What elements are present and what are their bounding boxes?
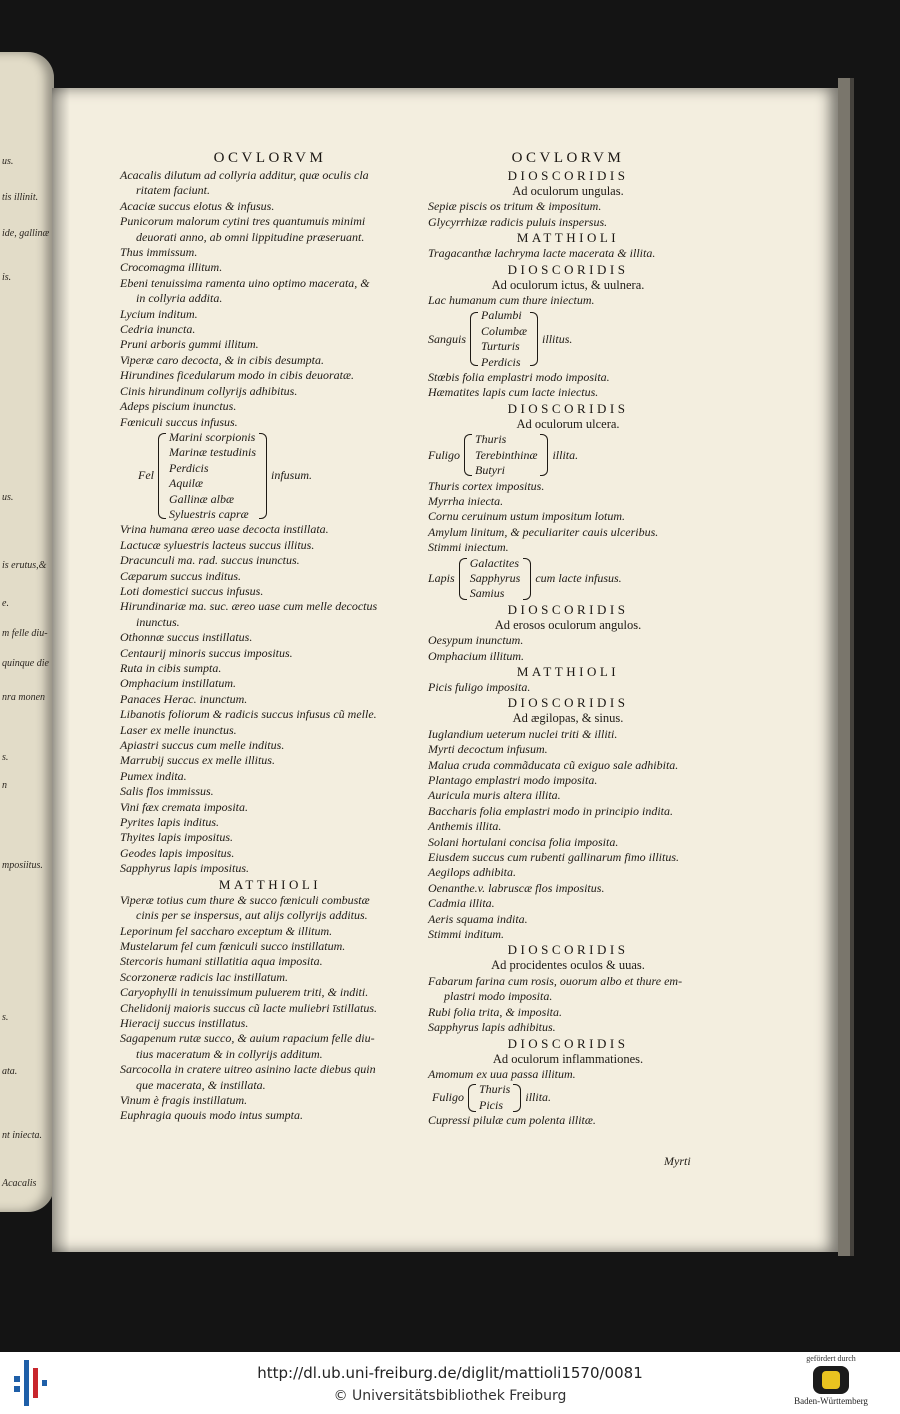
brace-item: Terebinthinæ [475, 447, 538, 462]
entry: Oesypum inunctum. [428, 633, 524, 648]
left-page-edge [0, 52, 54, 1212]
right-brace [513, 1084, 521, 1112]
catchword: Myrti [664, 1154, 691, 1168]
entry: Dracunculi ma. rad. succus inunctus. [120, 553, 300, 568]
entry: Lac humanum cum thure iniectum. [428, 293, 595, 308]
right-brace [530, 312, 538, 366]
left-fragment: nt iniecta. [2, 1130, 42, 1141]
brace-item: Marinæ testudinis [169, 445, 257, 460]
entry: Stimmi iniectum. [428, 540, 509, 555]
entry: Viperæ totius cum thure & succo fœniculi combustæ [120, 892, 370, 907]
left-fragment: Acacalis [2, 1178, 37, 1189]
entry: Scorzoneræ radicis lac instillatum. [120, 969, 288, 984]
brace-suffix: infusum. [271, 468, 313, 483]
entry: Hæmatites lapis cum lacte iniectus. [428, 385, 599, 400]
brace-label: Fuligo [432, 1090, 464, 1105]
viewer-footer [0, 1352, 900, 1414]
brace-item: Galactites [469, 555, 520, 570]
section-author: MATTHIOLI [516, 230, 620, 246]
brace-item: Butyri [475, 463, 505, 478]
section-subtitle: Ad oculorum ulcera. [516, 416, 620, 431]
entry: Geodes lapis impositus. [120, 845, 235, 860]
entry: Myrrha iniecta. [428, 493, 504, 508]
entry: Loti domestici succus infusus. [120, 583, 264, 598]
entry: Plantago emplastri modo imposita. [428, 773, 598, 787]
left-fragment: s. [2, 752, 9, 763]
entry: Crocomagma illitum. [120, 260, 223, 275]
section-author: DIOSCORIDIS [507, 168, 629, 183]
left-fragment: us. [2, 492, 14, 503]
permalink-url[interactable]: http://dl.ub.uni-freiburg.de/diglit/mattioli1570/0081 [257, 1364, 643, 1382]
entry: Sapphyrus lapis adhibitus. [428, 1020, 556, 1035]
brace-item: Thuris [475, 432, 507, 447]
section-subtitle: Ad oculorum inflammationes. [492, 1051, 644, 1066]
entry: Tragacanthæ lachryma lacte macerata & illita. [428, 246, 656, 261]
entry: Sapphyrus lapis impositus. [120, 861, 250, 876]
entry: Hirundines ficedularum modo in cibis deuoratæ. [120, 368, 354, 383]
brace-items [169, 430, 256, 522]
entry: Iuglandium ueterum nuclei triti & illiti. [428, 726, 618, 741]
brace-item: Palumbi [481, 308, 522, 323]
entry: Malua cruda commãducata cũ exiguo sale adhibita. [428, 757, 679, 772]
right-brace [540, 434, 548, 476]
entry: Mustelarum fel cum fœniculi succo instillatum. [120, 938, 346, 953]
entry: Omphacium illitum. [428, 648, 524, 663]
brace-items [470, 556, 521, 602]
left-fragment: ata. [2, 1066, 18, 1077]
brace-item: Samius [469, 586, 505, 601]
brace-items [479, 1082, 510, 1113]
section-subtitle: Ad oculorum ungulas. [512, 184, 624, 198]
entry: Panaces Herac. inunctum. [120, 691, 248, 706]
brace-item: Syluestris capræ [169, 506, 249, 521]
entry: Laser ex melle inunctus. [120, 722, 237, 737]
sponsor-name: Baden-Württemberg [794, 1396, 868, 1406]
sponsor-badge [776, 1354, 886, 1412]
entry: Cinis hirundinum collyrijs adhibitus. [120, 383, 298, 398]
entry: Thus immissum. [120, 245, 198, 260]
column-header: OCVLORVM [511, 150, 625, 166]
entry: Sagapenum rutæ succo, & auium rapacium felle diu- [120, 1031, 375, 1046]
entry: Punicorum malorum cytini tres quantumuis minimi [120, 214, 366, 229]
section-subtitle: Ad oculorum ictus, & uulnera. [491, 277, 645, 292]
entry: Omphacium instillatum. [120, 676, 236, 691]
entry: Sarcocolla in cratere uitreo asinino lacte diebus quin [120, 1062, 376, 1077]
section-subtitle: Ad erosos oculorum angulos. [494, 617, 642, 632]
entry-continuation: inunctus. [136, 614, 180, 629]
entry: Acaciæ succus elotus & infusus. [120, 198, 275, 213]
brace-item: Perdicis [169, 460, 209, 475]
entry: Stœbis folia emplastri modo imposita. [428, 370, 610, 385]
brace-item: Columbæ [481, 323, 528, 338]
entry: Solani hortulani concisa folia imposita. [428, 834, 619, 849]
column-header: OCVLORVM [213, 150, 327, 166]
entry: Caryophylli in tenuissimum puluerem triti, & inditi. [120, 985, 369, 1000]
entry: Picis fuligo imposita. [428, 679, 531, 694]
left-fragment: nra monen [2, 692, 46, 703]
brace-item: Sapphyrus [469, 570, 521, 585]
sanguis-brace-group [428, 308, 708, 370]
brace-label: Fel [138, 468, 154, 483]
entry: Stercoris humani stillatitia aqua imposita. [120, 954, 323, 969]
entry: Auricula muris altera illita. [428, 788, 561, 803]
entry-continuation: cinis per se inspersus, aut alijs collyrijs additus. [136, 908, 368, 923]
brace-suffix: illitus. [542, 331, 573, 346]
sponsor-caption: gefördert durch [806, 1354, 856, 1363]
brace-suffix: illita. [525, 1090, 552, 1105]
entry: Thyites lapis impositus. [120, 830, 234, 845]
entry: Thuris cortex impositus. [428, 478, 545, 493]
page-edge-right-dark [850, 78, 854, 1256]
entry-continuation: deuorati anno, ab omni lippitudine præseruant. [136, 229, 365, 244]
entry: Cornu ceruinum ustum impositum lotum. [428, 509, 626, 524]
left-brace [459, 558, 467, 600]
left-fragment: is erutus,& [2, 560, 47, 571]
entry: Lycium inditum. [120, 306, 198, 321]
entry: Cedria inuncta. [120, 322, 196, 337]
left-fragment: quinque die [2, 658, 49, 669]
entry: Hirundinariæ ma. suc. æreo uase cum melle decoctus [120, 599, 378, 614]
entry: Cupressi pilulæ cum polenta illitæ. [428, 1113, 596, 1128]
entry: Vini fæx cremata imposita. [120, 799, 248, 814]
entry: Salis flos immissus. [120, 784, 214, 799]
entry-continuation: in collyria addita. [136, 291, 223, 306]
left-fragment: s. [2, 1012, 9, 1023]
right-brace [259, 433, 267, 519]
brace-items [481, 308, 527, 370]
section-subtitle: Ad ægilopas, & sinus. [512, 711, 624, 726]
entry: Centaurij minoris succus impositus. [120, 645, 293, 660]
brace-item: Perdicis [481, 354, 521, 369]
left-fragment: e. [2, 598, 9, 609]
left-fragment: n [2, 780, 7, 791]
brace-item: Turturis [481, 339, 520, 354]
fuligo-brace-group [428, 432, 708, 478]
left-fragment: is. [2, 272, 12, 283]
section-author: MATTHIOLI [218, 876, 322, 892]
brace-item: Gallinæ albæ [169, 491, 235, 506]
entry: Glycyrrhizæ radicis puluis inspersus. [428, 214, 608, 229]
entry: Lactucæ syluestris lacteus succus illitus. [120, 537, 315, 552]
left-brace [468, 1084, 476, 1112]
entry: Viperæ caro decocta, & in cibis desumpta. [120, 352, 324, 367]
section-author: DIOSCORIDIS [507, 400, 629, 416]
entry: Amylum linitum, & peculiariter cauis ulceribus. [428, 524, 659, 539]
entry: Chelidonij maioris succus cũ lacte muliebri īstillatus. [120, 1000, 377, 1015]
entry: Ebeni tenuissima ramenta uino optimo macerata, & [120, 275, 370, 290]
left-fragment: tis illinit. [2, 192, 39, 203]
entry-continuation: que macerata, & instillata. [136, 1077, 266, 1092]
entry: Leporinum fel saccharo exceptum & illitum. [120, 923, 333, 938]
section-author: DIOSCORIDIS [507, 695, 629, 711]
entry-continuation: plastri modo imposita. [444, 989, 553, 1004]
section-subtitle: Ad procidentes oculos & uuas. [491, 958, 645, 973]
section-author: DIOSCORIDIS [507, 1035, 629, 1051]
entry: Pruni arboris gummi illitum. [120, 337, 259, 352]
entry: Vrina humana æreo uase decocta instillata. [120, 522, 329, 537]
entry: Eiusdem succus cum rubenti gallinarum fimo illitus. [428, 850, 679, 865]
brace-item: Picis [479, 1097, 503, 1112]
right-brace [523, 558, 531, 600]
brace-suffix: cum lacte infusus. [535, 570, 622, 585]
brace-item: Marini scorpionis [169, 429, 256, 444]
entry-continuation: ritatem faciunt. [136, 183, 210, 198]
section-author: DIOSCORIDIS [507, 601, 629, 617]
left-brace [464, 434, 472, 476]
left-fragment: ide, gallinæ [2, 228, 50, 239]
fel-brace-group [120, 430, 420, 522]
entry: Pumex indita. [120, 768, 187, 783]
entry: Libanotis foliorum & radicis succus infusus cũ melle. [120, 707, 377, 722]
entry: Stimmi inditum. [428, 927, 505, 942]
entry: Marrubij succus ex melle illitus. [120, 753, 275, 768]
brace-items [475, 432, 537, 478]
entry: Amomum ex uua passa illitum. [428, 1066, 576, 1081]
brace-item: Aquilæ [169, 476, 204, 491]
entry-continuation: tius maceratum & in collyrijs additum. [136, 1046, 323, 1061]
entry: Aeris squama indita. [428, 911, 528, 926]
entry: Acacalis dilutum ad collyria additur, quæ oculis cla [120, 168, 369, 182]
right-column [428, 148, 708, 1129]
section-author: DIOSCORIDIS [507, 942, 629, 958]
entry: Fœniculi succus infusus. [120, 414, 238, 429]
entry: Apiastri succus cum melle inditus. [120, 738, 285, 753]
entry: Anthemis illita. [428, 819, 502, 834]
entry: Vinum è fragis instillatum. [120, 1092, 248, 1107]
lapis-brace-group [428, 556, 708, 602]
left-fragment: m felle diu- [2, 628, 48, 639]
brace-label: Lapis [428, 570, 455, 585]
coat-of-arms-icon [813, 1366, 849, 1394]
page-edge-right [838, 78, 850, 1256]
brace-suffix: illita. [552, 447, 579, 462]
entry: Rubi folia trita, & imposita. [428, 1004, 563, 1019]
left-column [120, 148, 420, 1124]
left-fragment: mposiitus. [2, 860, 43, 871]
brace-label: Fuligo [428, 447, 460, 462]
entry: Adeps piscium inunctus. [120, 399, 237, 414]
left-fragment: us. [2, 156, 14, 167]
left-brace [470, 312, 478, 366]
entry: Myrti decoctum infusum. [428, 742, 548, 757]
entry: Baccharis folia emplastri modo in principio indita. [428, 803, 673, 818]
brace-label: Sanguis [428, 331, 467, 346]
entry: Euphragia quouis modo intus sumpta. [120, 1108, 304, 1123]
section-author: MATTHIOLI [516, 663, 620, 679]
entry: Oenanthe.v. labruscæ flos impositus. [428, 880, 605, 895]
entry: Aegilops adhibita. [428, 865, 516, 880]
copyright-notice: © Universitätsbibliothek Freiburg [333, 1388, 567, 1404]
entry: Cæparum succus inditus. [120, 568, 242, 583]
left-brace [158, 433, 166, 519]
entry: Fabarum farina cum rosis, ouorum albo et thure em- [428, 973, 683, 988]
brace-item: Thuris [479, 1082, 511, 1097]
gutter-shadow [52, 88, 70, 1252]
entry: Sepiæ piscis os tritum & impositum. [428, 199, 602, 214]
section-author: DIOSCORIDIS [507, 261, 629, 277]
entry: Pyrites lapis inditus. [120, 815, 219, 830]
fuligo-brace-group [428, 1082, 708, 1113]
entry: Othonnæ succus instillatus. [120, 630, 253, 645]
entry: Ruta in cibis sumpta. [120, 661, 222, 675]
entry: Cadmia illita. [428, 896, 495, 911]
entry: Hieracij succus instillatus. [120, 1015, 249, 1030]
